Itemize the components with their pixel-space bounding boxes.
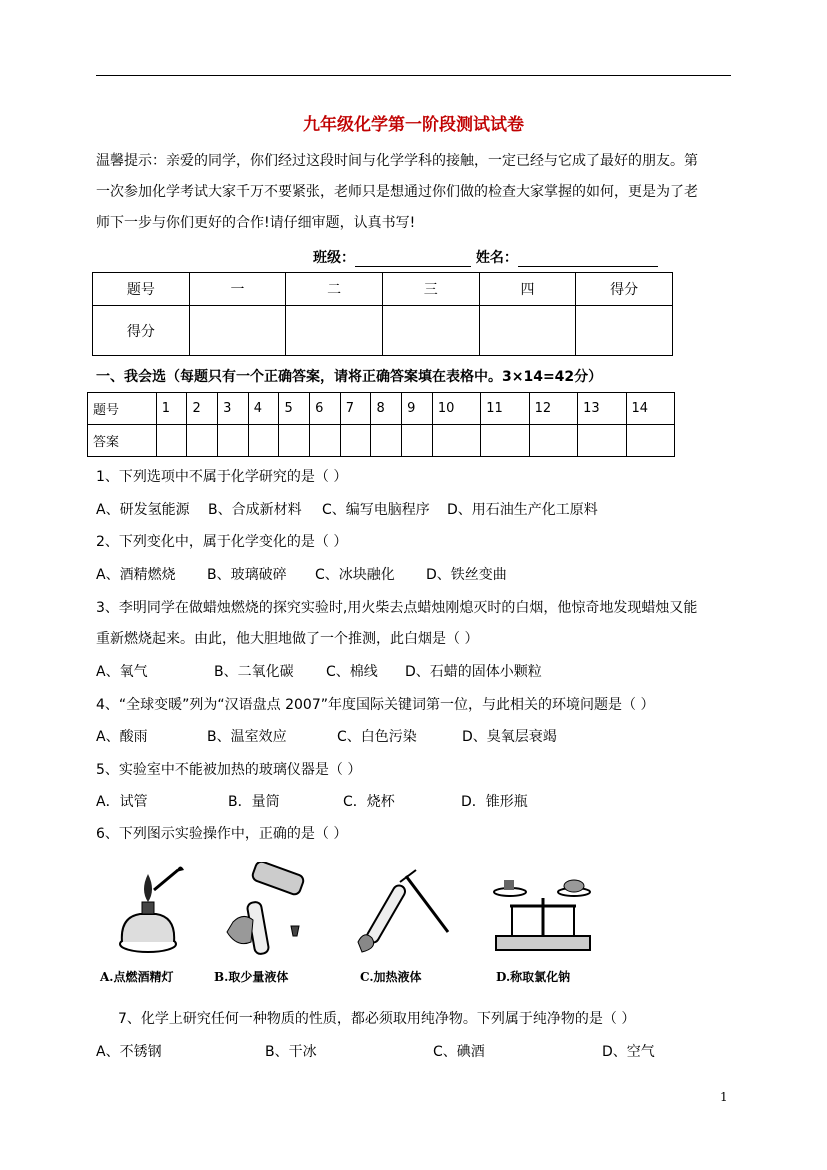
intro-line: 温馨提示：亲爱的同学，你们经过这段时间与化学学科的接触，一定已经与它成了最好的朋友。第 (96, 153, 698, 169)
page-title: 九年级化学第一阶段测试试卷 (303, 115, 524, 135)
page-number: 1 (720, 1090, 728, 1104)
question-3-line-1: 3、李明同学在做蜡烛燃烧的探究实验时,用火柴去点蜡烛刚熄灭时的白烟，他惊奇地发现蜡烛又能 (96, 600, 698, 616)
class-blank[interactable] (355, 250, 471, 267)
section-heading: 一、我会选（每题只有一个正确答案，请将正确答案填在表格中。3×14=42分） (96, 369, 603, 385)
question-number: 1 (156, 393, 187, 425)
q2-option-a: A、酒精燃烧 (96, 567, 176, 583)
answer-cell[interactable] (187, 425, 218, 457)
question-number: 6 (310, 393, 341, 425)
question-number: 9 (402, 393, 433, 425)
q3-option-c: C、棉线 (326, 664, 378, 680)
answer-cell[interactable] (340, 425, 371, 457)
answer-cell[interactable] (529, 425, 577, 457)
score-header-cell: 四 (479, 273, 576, 306)
answer-cell[interactable] (481, 425, 529, 457)
heating-liquid-figure (350, 862, 460, 962)
question-number: 7 (340, 393, 371, 425)
class-label: 班级： (313, 250, 355, 266)
q7-option-c: C、碘酒 (433, 1044, 485, 1060)
score-row (93, 306, 673, 356)
question-number: 4 (248, 393, 279, 425)
intro-line: 师下一步与你们更好的合作!请仔细审题，认真书写! (96, 215, 416, 231)
answer-number-row (88, 393, 675, 425)
alcohol-lamp-figure (110, 862, 190, 962)
class-name-line (313, 247, 658, 267)
answer-cell[interactable] (578, 425, 626, 457)
answer-row (88, 425, 675, 457)
q2-option-c: C、冰块融化 (315, 567, 395, 583)
score-cell[interactable] (576, 306, 673, 356)
score-header-cell: 题号 (93, 273, 190, 306)
q1-option-a: A、研发氢能源 (96, 502, 190, 518)
question-number: 12 (529, 393, 577, 425)
answer-cell[interactable] (310, 425, 341, 457)
question-number: 2 (187, 393, 218, 425)
q5-option-c: C．烧杯 (343, 794, 395, 810)
answer-cell[interactable] (279, 425, 310, 457)
q1-option-b: B、合成新材料 (208, 502, 302, 518)
q4-option-c: C、白色污染 (337, 729, 417, 745)
question-2: 2、下列变化中，属于化学变化的是（ ） (96, 534, 348, 550)
score-table (92, 272, 673, 356)
name-label: 姓名： (475, 250, 518, 266)
q5-option-d: D．锥形瓶 (461, 794, 528, 810)
pouring-liquid-figure (213, 862, 313, 962)
score-row-label: 得分 (93, 306, 190, 356)
score-cell[interactable] (479, 306, 576, 356)
question-6: 6、下列图示实验操作中，正确的是（ ） (96, 826, 348, 842)
figure-caption-b: B.取少量液体 (214, 970, 289, 984)
question-number: 8 (371, 393, 402, 425)
q7-option-b: B、干冰 (265, 1044, 317, 1060)
answer-header-label: 题号 (88, 393, 157, 425)
balance-scale-figure (488, 862, 598, 962)
question-number: 10 (432, 393, 480, 425)
q3-option-a: A、氧气 (96, 664, 148, 680)
name-blank[interactable] (518, 250, 658, 267)
q2-option-d: D、铁丝变曲 (426, 567, 507, 583)
answer-row-label: 答案 (88, 425, 157, 457)
score-header-cell: 得分 (576, 273, 673, 306)
score-header-cell: 二 (286, 273, 383, 306)
question-number: 11 (481, 393, 529, 425)
q3-option-b: B、二氧化碳 (214, 664, 294, 680)
score-cell[interactable] (382, 306, 479, 356)
q2-option-b: B、玻璃破碎 (207, 567, 287, 583)
figure-caption-c: C.加热液体 (360, 970, 422, 984)
q3-option-d: D、石蜡的固体小颗粒 (405, 664, 542, 680)
question-number: 3 (218, 393, 249, 425)
q5-option-b: B．量筒 (228, 794, 280, 810)
q1-option-c: C、编写电脑程序 (322, 502, 430, 518)
question-3-line-2: 重新燃烧起来。由此，他大胆地做了一个推测，此白烟是（ ） (96, 631, 479, 647)
score-cell[interactable] (286, 306, 383, 356)
score-header-cell: 三 (382, 273, 479, 306)
score-cell[interactable] (189, 306, 286, 356)
question-number: 13 (578, 393, 626, 425)
q7-option-a: A、不锈钢 (96, 1044, 162, 1060)
header-rule (96, 75, 731, 76)
answer-cell[interactable] (626, 425, 675, 457)
figure-caption-a: A.点燃酒精灯 (100, 970, 174, 984)
score-header-row (93, 273, 673, 306)
question-number: 5 (279, 393, 310, 425)
q4-option-d: D、臭氧层衰竭 (462, 729, 557, 745)
q4-option-a: A、酸雨 (96, 729, 148, 745)
question-number: 14 (626, 393, 675, 425)
answer-cell[interactable] (402, 425, 433, 457)
figure-caption-d: D.称取氯化钠 (496, 970, 571, 984)
intro-line: 一次参加化学考试大家千万不要紧张，老师只是想通过你们做的检查大家掌握的如何，更是为了老 (96, 184, 698, 200)
answer-cell[interactable] (248, 425, 279, 457)
q1-option-d: D、用石油生产化工原料 (447, 502, 598, 518)
answer-cell[interactable] (156, 425, 187, 457)
q4-option-b: B、温室效应 (207, 729, 287, 745)
question-7: 7、化学上研究任何一种物质的性质，都必须取用纯净物。下列属于纯净物的是（ ） (118, 1011, 636, 1027)
q5-option-a: A．试管 (96, 794, 148, 810)
question-5: 5、实验室中不能被加热的玻璃仪器是（ ） (96, 762, 362, 778)
score-header-cell: 一 (189, 273, 286, 306)
answer-table (87, 392, 675, 457)
answer-cell[interactable] (432, 425, 480, 457)
answer-cell[interactable] (218, 425, 249, 457)
question-4: 4、“全球变暖”列为“汉语盘点 2007”年度国际关键词第一位，与此相关的环境问题是（ ） (96, 697, 655, 713)
answer-cell[interactable] (371, 425, 402, 457)
question-1: 1、下列选项中不属于化学研究的是（ ） (96, 469, 348, 485)
intro-paragraph (96, 146, 736, 239)
q7-option-d: D、空气 (602, 1044, 655, 1060)
